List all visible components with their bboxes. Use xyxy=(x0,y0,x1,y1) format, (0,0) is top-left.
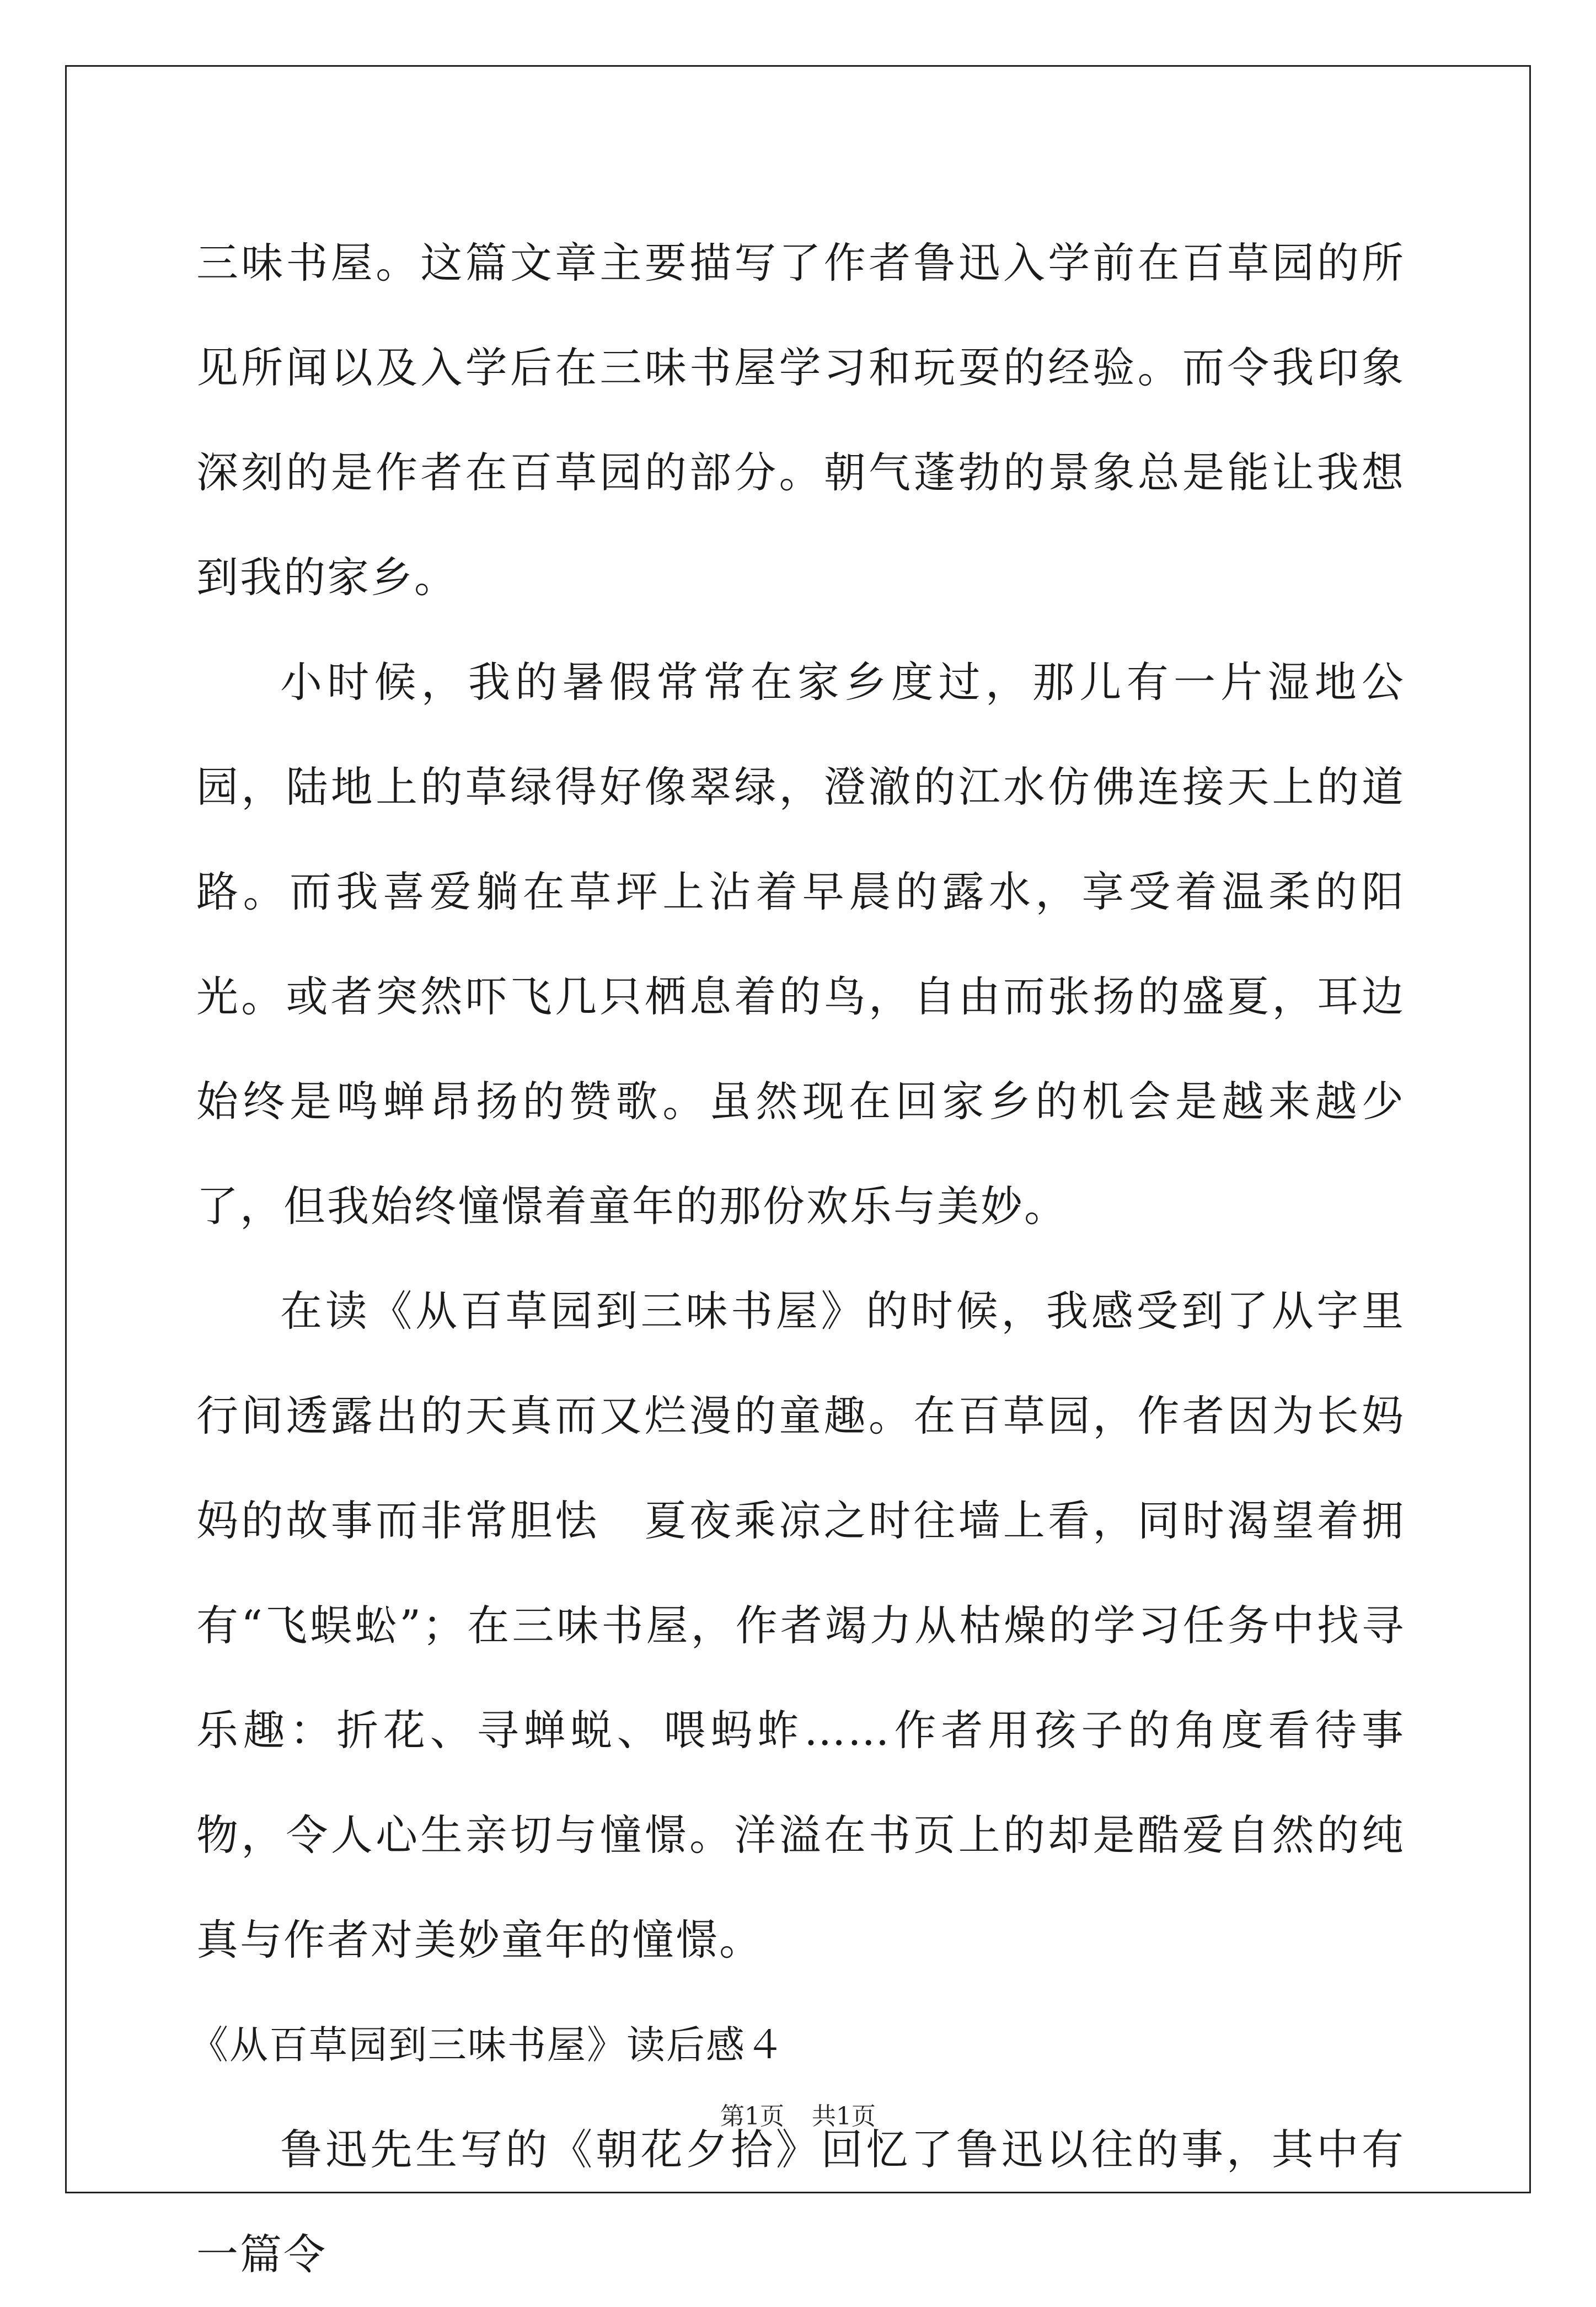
page-footer xyxy=(0,2096,1596,2132)
page-number: 第1页 xyxy=(720,2102,784,2130)
page-total: 共1页 xyxy=(812,2102,876,2130)
document-body xyxy=(190,211,1405,2307)
section-heading: 《从百草园到三味书屋》读后感４ xyxy=(190,2022,785,2068)
paragraph-3: 在读《从百草园到三味书屋》的时候，我感受到了从字里行间透露出的天真而又烂漫的童趣。在百草园，作者因为长妈妈的故事而非常胆怯 夏夜乘凉之时往墙上看，同时渴望着拥有“飞蜈蚣”；在三味书屋，作者竭力从枯燥的学习任务中找寻乐趣：折花、寻蝉蜕、喂蚂蚱……作者用孩子的角度看待事物，令人心生亲切与憧憬。洋溢在书页上的却是酷爱自然的纯真与作者对美妙童年的憧憬。 xyxy=(196,1286,1405,1964)
paragraph-4: 鲁迅先生写的《朝花夕拾》回忆了鲁迅以往的事，其中有一篇令 xyxy=(196,2125,1405,2279)
paragraph-2: 小时候，我的暑假常常在家乡度过，那儿有一片湿地公园，陆地上的草绿得好像翠绿，澄澈的江水仿佛连接天上的道路。而我喜爱躺在草坪上沾着早晨的露水，享受着温柔的阳光。或者突然吓飞几只栖息着的鸟，自由而张扬的盛夏，耳边始终是鸣蝉昂扬的赞歌。虽然现在回家乡的机会是越来越少了，但我始终憧憬着童年的那份欢乐与美妙。 xyxy=(196,658,1405,1231)
paragraph-1: 三味书屋。这篇文章主要描写了作者鲁迅入学前在百草园的所见所闻以及入学后在三味书屋学习和玩耍的经验。而令我印象深刻的是作者在百草园的部分。朝气蓬勃的景象总是能让我想到我的家乡。 xyxy=(196,238,1405,602)
